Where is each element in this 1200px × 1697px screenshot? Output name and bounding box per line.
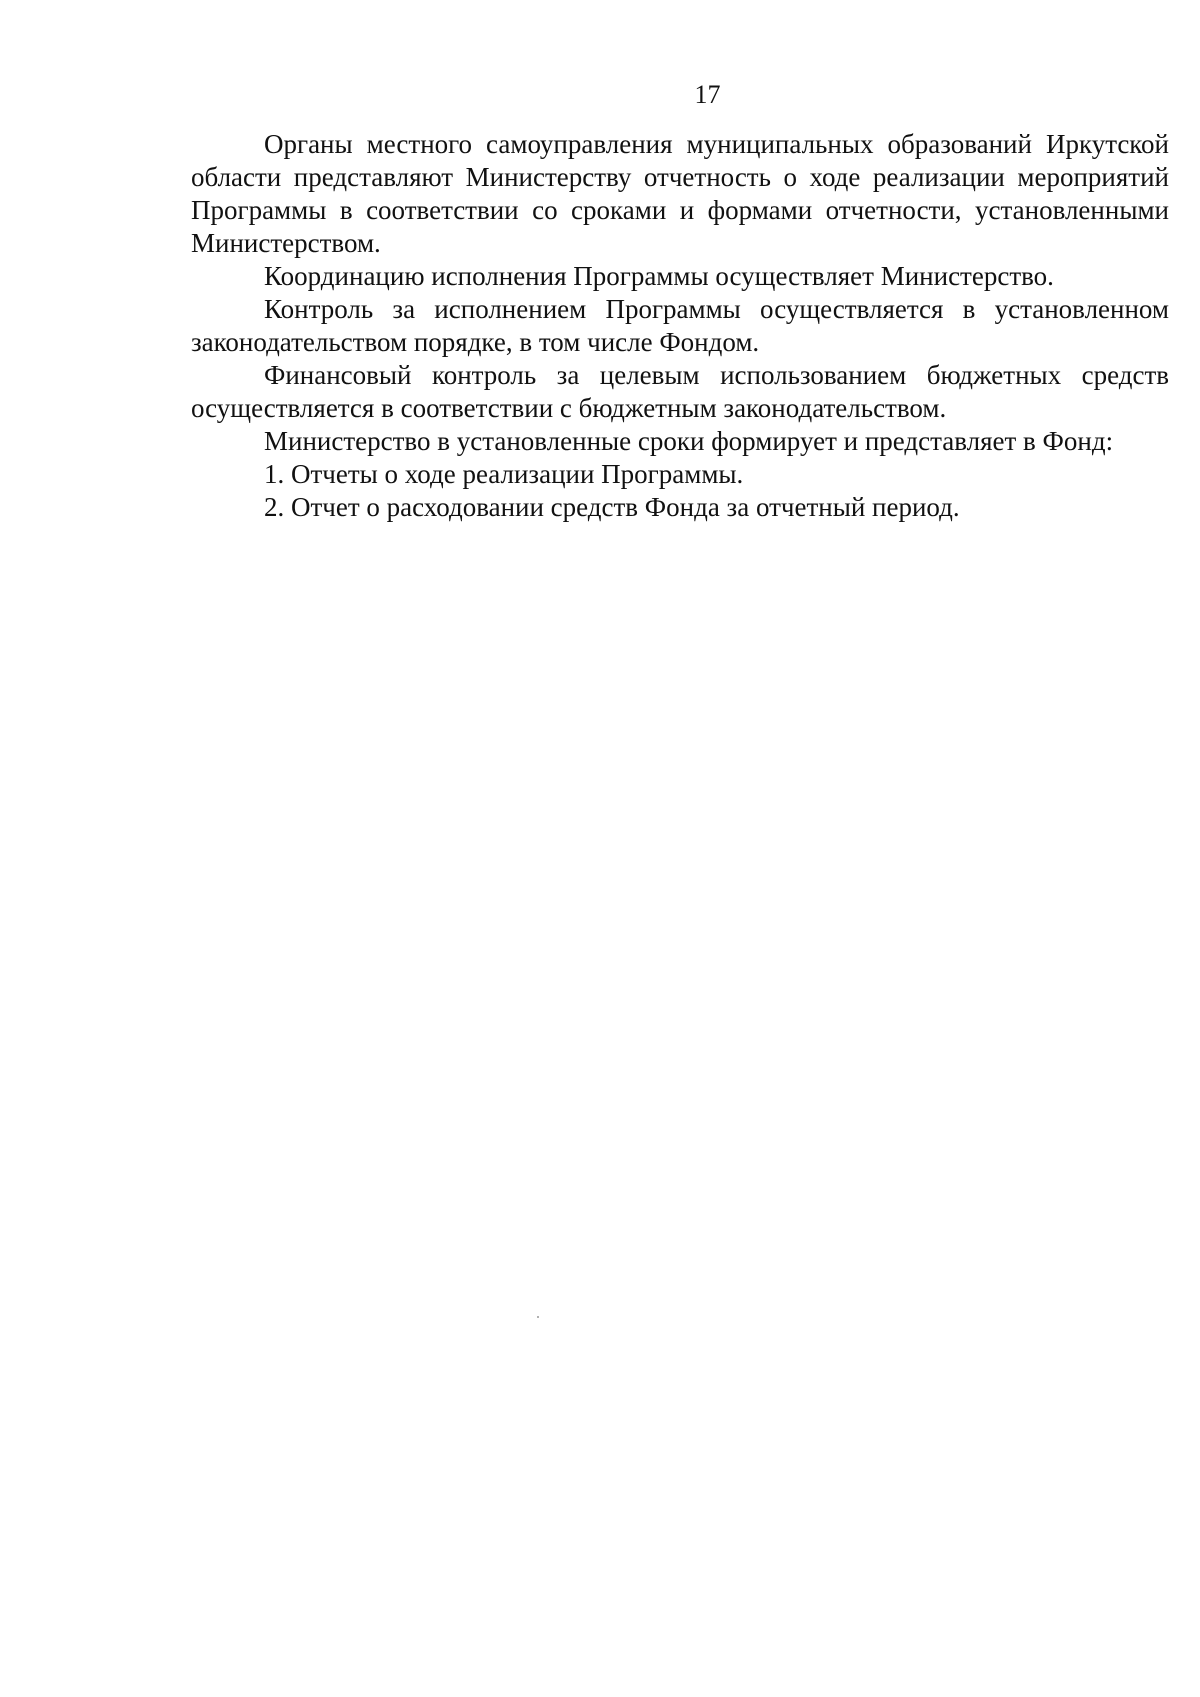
document-body	[191, 128, 1169, 524]
list-item-1: 1. Отчеты о ходе реализации Программы.	[264, 459, 744, 489]
page-number: 17	[694, 80, 721, 109]
paragraph-reporting: Органы местного самоуправления муниципальных образований Иркутской области представляют Министерству отчетность о ходе реализации мероприятий Программы в соответствии со сроками и формами отчетности, установленными Министерством.	[191, 129, 1169, 258]
paragraph-control: Контроль за исполнением Программы осуществляется в установленном законодательством порядке, в том числе Фондом.	[191, 294, 1169, 357]
paragraph-ministry-reports: Министерство в установленные сроки формирует и представляет в Фонд:	[264, 426, 1114, 456]
list-item-2: 2. Отчет о расходовании средств Фонда за отчетный период.	[264, 492, 960, 522]
paragraph-coordination: Координацию исполнения Программы осуществляет Министерство.	[264, 261, 1054, 291]
paragraph-financial-control: Финансовый контроль за целевым использованием бюджетных средств осуществляется в соответствии с бюджетным законодательством.	[191, 360, 1169, 423]
scan-speck	[537, 1316, 539, 1318]
